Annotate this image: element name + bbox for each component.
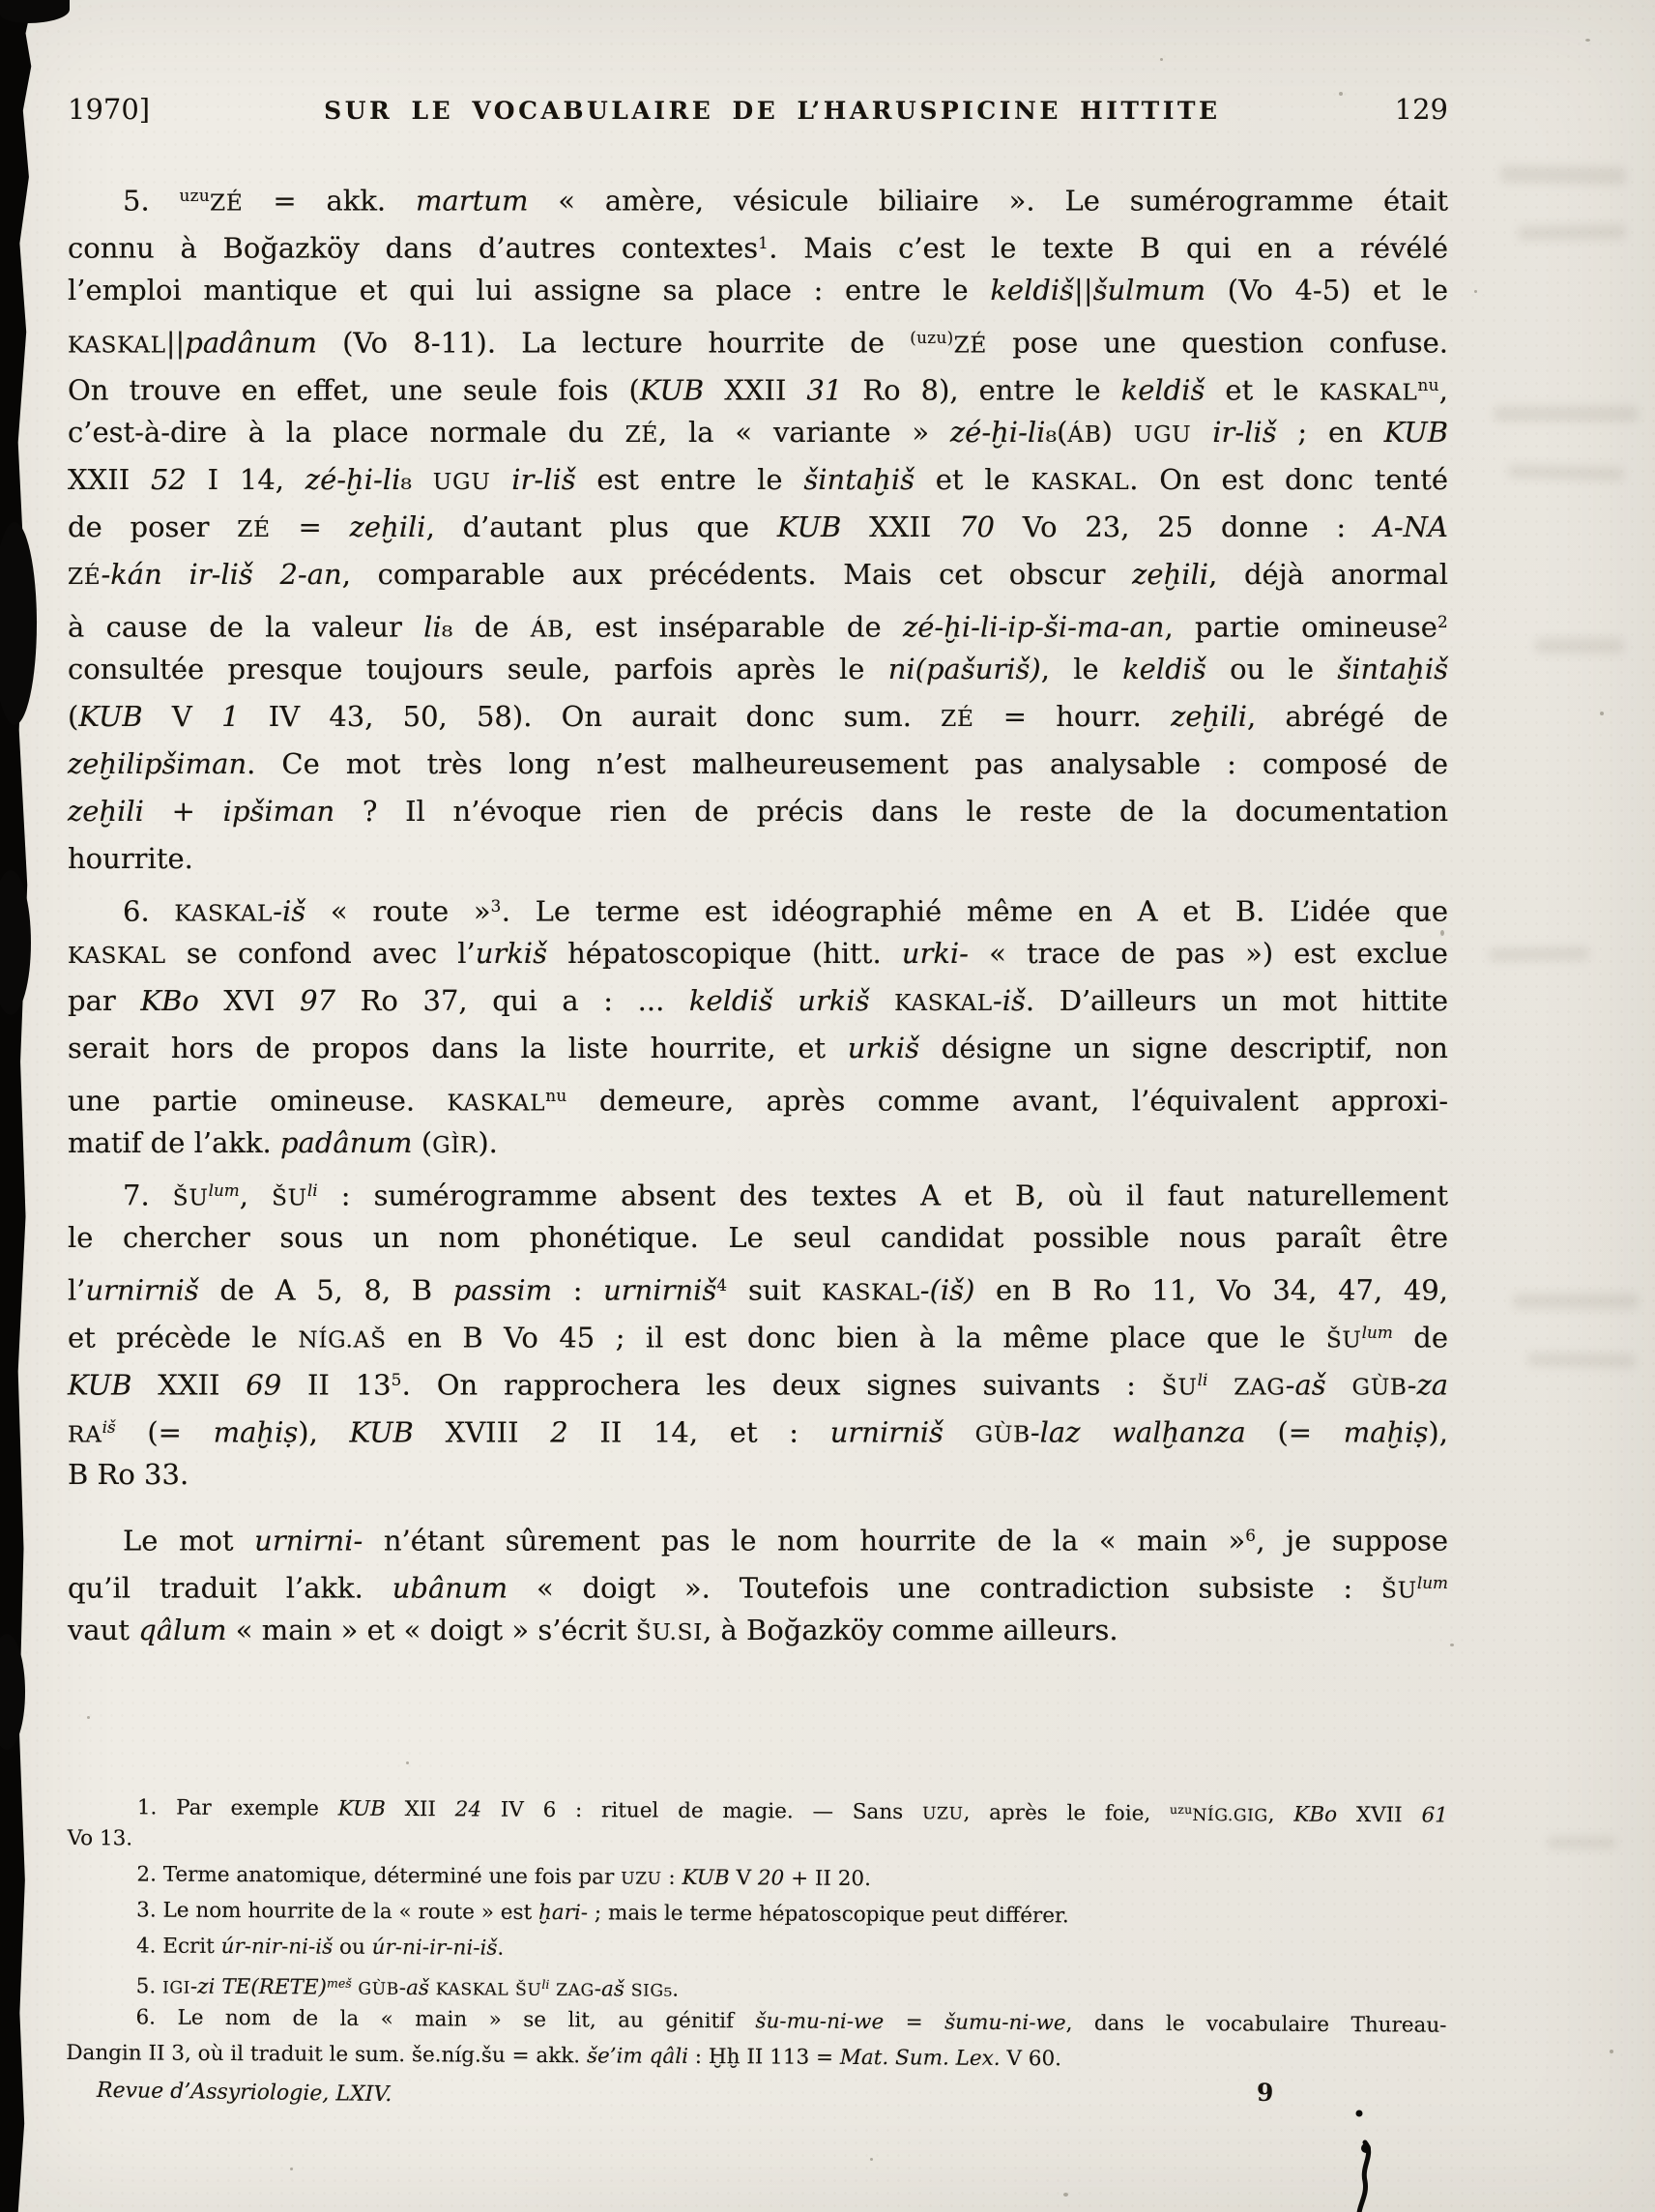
ghost-smudge	[1547, 1837, 1616, 1848]
ghost-smudge	[1508, 464, 1624, 480]
text-line: et précède le NÍG.AŠ en B Vo 45 ; il est donc bien à la même place que le $ŠU^{lum}$ de	[68, 1321, 1448, 1354]
text-line: 7. $ŠU^{lum}$, $ŠU^{li}$ : sumérogramme absent des textes A et B, où il faut naturellement	[123, 1179, 1449, 1212]
ghost-smudge	[1513, 1294, 1639, 1309]
text-line: l’emploi mantique et qui lui assigne sa place : entre le keldiš||šulmum (Vo 4-5) et le	[68, 274, 1448, 306]
text-line: connu à Boğazköy dans d’autres contextes$^1$. Mais c’est le texte B qui en a révélé	[68, 231, 1449, 265]
text-line: On trouve en effet, une seule fois (KUB XXII 31 Ro 8), entre le keldiš et le $KASKAL^{nu}$,	[68, 373, 1448, 407]
speckle	[1063, 2193, 1068, 2197]
text-line: matif de l’akk. padânum (GÌR).	[68, 1126, 498, 1159]
speckle	[406, 1761, 409, 1764]
text-line: le chercher sous un nom phonétique. Le seul candidat possible nous paraît être	[68, 1221, 1448, 1254]
ghost-smudge	[1494, 406, 1639, 422]
ghost-smudge	[1535, 638, 1624, 654]
text-line: 1. Par exemple KUB XII 24 IV 6 : rituel de magie. — Sans UZU, après le foie, $^{uzu}$NÍG.GIG, KBo XVII 61	[136, 1795, 1448, 1828]
text-line: (KUB V 1 IV 43, 50, 58). On aurait donc sum. ZÉ = hourr. zeḫili, abrégé de	[68, 700, 1448, 733]
paragraph	[68, 1167, 1448, 1499]
text-line: 3. Le nom hourrite de la « route » est ḫari- ; mais le terme hépatoscopique peut différer.	[136, 1898, 1069, 1929]
text-line: 5. $^{uzu}$ZÉ = akk. martum « amère, vésicule biliaire ». Le sumérogramme était	[123, 184, 1448, 218]
journal-line: Revue d’Assyriologie, LXIV.	[96, 2078, 392, 2108]
speckle	[87, 1716, 90, 1719]
text-line: zeḫilipšiman. Ce mot très long n’est malheureusement pas analysable : composé de	[68, 747, 1448, 780]
text-line: 5. IGI-zi TE(RETE)$^{meš}$ GÙB-aš KASKAL $ŠU^{li}$ ZAG-aš SIG₅.	[135, 1974, 680, 2002]
binding-edge	[0, 0, 33, 2212]
page-title: SUR LE VOCABULAIRE DE L’HARUSPICINE HITTITE	[324, 97, 1221, 125]
ghost-smudge	[1518, 224, 1626, 241]
text-line: zeḫili + ipšiman ? Il n’évoque rien de précis dans le reste de la documentation	[68, 795, 1448, 828]
speckle	[290, 2168, 293, 2170]
scan-smudge	[0, 522, 37, 725]
page-number: 129	[1394, 93, 1448, 126]
text-line: $RA^{iš}$ (= maḫiṣ), KUB XVIII 2 II 14, et : urnirniš GÙB-laz walḫanza (= maḫiṣ),	[68, 1415, 1448, 1449]
speckle	[1160, 58, 1163, 61]
text-line: Dangin II 3, où il traduit le sum. še.níg.šu = akk. še’im qâli : Ḫḫ II 113 = Mat. Sum. Lex. V 60.	[66, 2040, 1062, 2072]
ink-squiggle	[1336, 2106, 1388, 2212]
text-line: c’est-à-dire à la place normale du ZÉ, la « variante » zé-ḫi-li₈(ÁB) UGU ir-liš ; en KUB	[68, 416, 1449, 449]
text-line: qu’il traduit l’akk. ubânum « doigt ». Toutefois une contradiction subsiste : $ŠU^{lum}$	[68, 1571, 1448, 1605]
text-line: à cause de la valeur li₈ de ÁB, est inséparable de zé-ḫi-li-ip-ši-ma-an, partie omineuse$^2$	[68, 610, 1448, 644]
text-line: ZÉ-kán ir-liš 2-an, comparable aux précédents. Mais cet obscur zeḫili, déjà anormal	[68, 558, 1449, 591]
ghost-smudge	[1500, 165, 1626, 185]
body-text	[68, 172, 1448, 1654]
text-line: XXII 52 I 14, zé-ḫi-li₈ UGU ir-liš est entre le šintaḫiš et le KASKAL. On est donc tenté	[68, 463, 1449, 496]
text-line: hourrite.	[68, 842, 193, 875]
text-line: B Ro 33.	[68, 1458, 189, 1491]
ghost-smudge	[1489, 946, 1589, 962]
ghost-smudge	[1527, 1353, 1636, 1368]
page-header	[68, 93, 1448, 126]
speckle	[1585, 39, 1590, 42]
speckle	[1610, 2050, 1613, 2053]
text-line: 6. KASKAL-iš « route »$^3$. Le terme est idéographié même en A et B. L’idée que	[123, 894, 1448, 928]
text-line: KASKAL se confond avec l’urkiš hépatoscopique (hitt. urki- « trace de pas ») est exclue	[68, 937, 1448, 970]
paragraph	[68, 172, 1448, 883]
text-line: 2. Terme anatomique, déterminé une fois par UZU : KUB V 20 + II 20.	[136, 1862, 872, 1892]
speckle	[1474, 290, 1477, 293]
text-line: une partie omineuse. $KASKAL^{nu}$ demeure, après comme avant, l’équivalent approxi-	[68, 1084, 1448, 1118]
year-label: 1970]	[68, 93, 151, 126]
speckle	[1600, 712, 1604, 715]
text-line: Vo 13.	[67, 1825, 133, 1851]
text-line: 6. Le nom de la « main » se lit, au génitif šu-mu-ni-we = šumu-ni-we, dans le vocabulaire Thureau-	[135, 2005, 1447, 2038]
text-line: 4. Ecrit úr-nir-ni-iš ou úr-ni-ir-ni-iš.	[135, 1934, 505, 1961]
scan-smudge	[0, 0, 70, 23]
text-line: serait hors de propos dans la liste hourrite, et urkiš désigne un signe descriptif, non	[68, 1032, 1448, 1064]
footnote-section	[66, 1785, 1448, 2080]
text-line: par KBo XVI 97 Ro 37, qui a : ... keldiš urkiš KASKAL-iš. D’ailleurs un mot hittite	[68, 984, 1449, 1017]
paragraph	[68, 883, 1448, 1167]
text-line: KASKAL||padânum (Vo 8-11). La lecture hourrite de $^{(uzu)}$ZÉ pose une question confuse.	[68, 326, 1448, 360]
text-line: Le mot urnirni- n’étant sûrement pas le nom hourrite de la « main »$^6$, je suppose	[123, 1524, 1449, 1557]
signature-number: 9	[1257, 2079, 1274, 2107]
text-line: de poser ZÉ = zeḫili, d’autant plus que KUB XXII 70 Vo 23, 25 donne : A-NA	[68, 510, 1448, 543]
speckle	[870, 2158, 873, 2161]
scan-smudge	[0, 1634, 25, 1750]
paragraph	[68, 1512, 1448, 1654]
text-line: KUB XXII 69 II $13^5$. On rapprochera les deux signes suivants : $ŠU^{li}$ ZAG-aš GÙB-za	[68, 1368, 1449, 1402]
text-line: vaut qâlum « main » et « doigt » s’écrit ŠU.SI, à Boğazköy comme ailleurs.	[68, 1614, 1118, 1646]
speckle	[1450, 1644, 1454, 1646]
text-line: consultée presque toujours seule, parfois après le ni(pašuriš), le keldiš ou le šintaḫiš	[68, 653, 1448, 685]
text-line: l’urnirniš de A 5, 8, B passim : urnirniš$^4$ suit KASKAL-(iš) en B Ro 11, Vo 34, 47, 49,	[68, 1273, 1448, 1307]
